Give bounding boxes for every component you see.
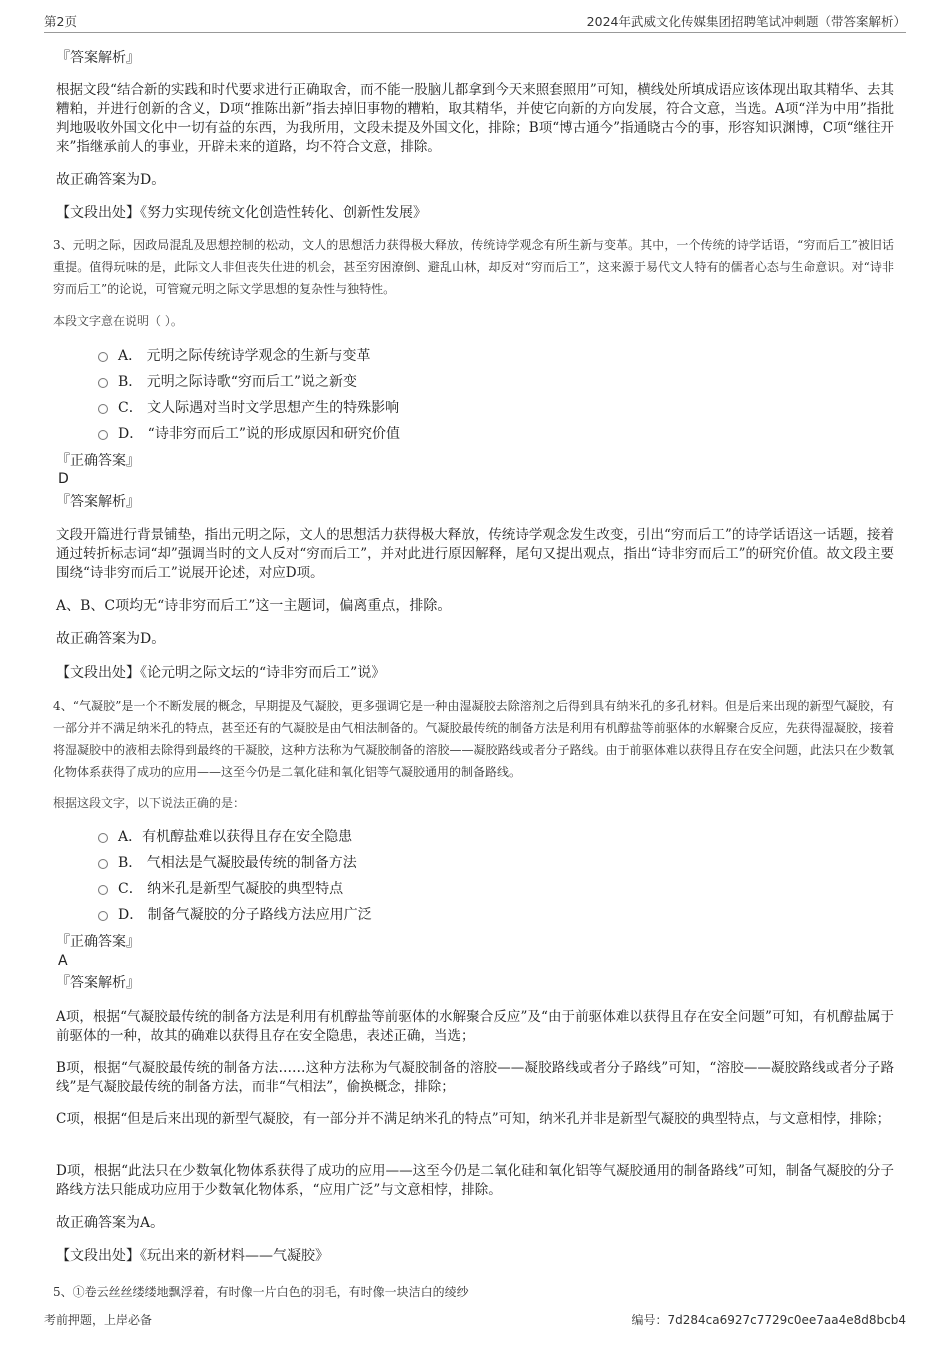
document-title: 2024年武威文化传媒集团招聘笔试冲刺题（带答案解析） <box>586 14 906 29</box>
page-footer <box>44 1311 906 1329</box>
page-number: 第2页 <box>44 14 77 29</box>
radio-icon[interactable] <box>98 833 108 843</box>
radio-icon[interactable] <box>98 404 108 414</box>
q4-option-c[interactable] <box>98 879 372 905</box>
q3-correct-answer: D <box>58 471 69 487</box>
q4-source: 【文段出处】《玩出来的新材料——气凝胶》 <box>56 1248 329 1264</box>
radio-icon[interactable] <box>98 430 108 440</box>
q3-option-a[interactable] <box>98 346 400 372</box>
q4-analysis-d: D项，根据“此法只在少数氧化物体系获得了成功的应用——这至今仍是二氧化硅和氧化铝等气凝胶通用的制备路线”可知，制备气凝胶的分子路线方法只能成功应用于少数氧化物体系，“应用广泛”与文意相悖，排除。 <box>56 1163 894 1198</box>
q3-option-b[interactable] <box>98 372 400 398</box>
footer-slogan: 考前押题，上岸必备 <box>44 1313 153 1327</box>
q3-correct-label: 『正确答案』 <box>56 453 140 469</box>
option-label: B． 元明之际诗歌“穷而后工”说之新变 <box>118 374 358 390</box>
option-label: A．有机醇盐难以获得且存在安全隐患 <box>118 829 353 845</box>
option-label: B． 气相法是气凝胶最传统的制备方法 <box>118 855 357 871</box>
q4-option-a[interactable] <box>98 827 372 853</box>
q3-analysis-label: 『答案解析』 <box>56 494 140 510</box>
page-header <box>44 12 906 33</box>
option-label: D． “诗非穷而后工”说的形成原因和研究价值 <box>118 426 400 442</box>
q3-analysis: 文段开篇进行背景铺垫，指出元明之际，文人的思想活力获得极大释放，传统诗学观念发生改变，引出“穷而后工”的诗学话语这一话题，接着通过转折标志词“却”强调当时的文人反对“穷而后工”，并对此进行原因解释，尾句又提出观点，指出“诗非穷而后工”的研究价值。故文段主要围绕“诗非穷而后工”说展开论述，对应D项。 <box>56 527 894 581</box>
q3-options <box>98 346 400 450</box>
radio-icon[interactable] <box>98 911 108 921</box>
option-label: C． 纳米孔是新型气凝胶的典型特点 <box>118 881 344 897</box>
q4-correct-answer: A <box>58 953 68 969</box>
q4-question-text: 4、“气凝胶”是一个不断发展的概念，早期提及气凝胶，更多强调它是一种由湿凝胶去除溶剂之后得到具有纳米孔的多孔材料。但是后来出现的新型气凝胶，有一部分并不满足纳米孔的特点，甚至还有的气凝胶是由气相法制备的。气凝胶最传统的制备方法是利用有机醇盐等前驱体的水解聚合反应，先获得湿凝胶，接着将湿凝胶中的液相去除得到最终的干凝胶，这种方法称为气凝胶制备的溶胶——凝胶路线或者分子路线。由于前驱体难以获得且存在安全问题，此法只在少数氧化物体系获得了成功的应用——这至今仍是二氧化硅和氧化铝等气凝胶通用的制备路线。 <box>53 699 894 779</box>
q4-prompt: 根据这段文字，以下说法正确的是： <box>53 796 246 810</box>
option-label: C． 文人际遇对当时文学思想产生的特殊影响 <box>118 400 400 416</box>
radio-icon[interactable] <box>98 378 108 388</box>
q3-option-d[interactable] <box>98 424 400 450</box>
q4-correct-label: 『正确答案』 <box>56 934 140 950</box>
q4-conclusion: 故正确答案为A。 <box>56 1215 165 1231</box>
q4-options <box>98 827 372 931</box>
radio-icon[interactable] <box>98 885 108 895</box>
q4-analysis-c: C项，根据“但是后来出现的新型气凝胶，有一部分并不满足纳米孔的特点”可知，纳米孔并非是新型气凝胶的典型特点，与文意相悖，排除； <box>56 1111 891 1127</box>
q2-analysis-label: 『答案解析』 <box>56 50 140 66</box>
q3-source: 【文段出处】《论元明之际文坛的“诗非穷而后工”说》 <box>56 665 386 681</box>
q4-analysis-b: B项，根据“气凝胶最传统的制备方法……这种方法称为气凝胶制备的溶胶——凝胶路线或者分子路线”可知，“溶胶——凝胶路线或者分子路线”是气凝胶最传统的制备方法，而非“气相法”，偷换概念，排除； <box>56 1060 894 1095</box>
q4-option-b[interactable] <box>98 853 372 879</box>
radio-icon[interactable] <box>98 859 108 869</box>
q4-analysis-a: A项，根据“气凝胶最传统的制备方法是利用有机醇盐等前驱体的水解聚合反应”及“由于前驱体难以获得且存在安全问题”可知，有机醇盐属于前驱体的一种，故其的确难以获得且存在安全隐患，表述正确，当选； <box>56 1009 894 1044</box>
document-id: 编号：7d284ca6927c7729c0ee7aa4e8d8bcb4 <box>631 1313 906 1327</box>
option-label: A． 元明之际传统诗学观念的生新与变革 <box>118 348 371 364</box>
q3-prompt: 本段文字意在说明（ ）。 <box>53 314 183 328</box>
radio-icon[interactable] <box>98 352 108 362</box>
q2-analysis: 根据文段“结合新的实践和时代要求进行正确取舍，而不能一股脑儿都拿到今天来照套照用”可知，横线处所填成语应该体现出取其精华、去其糟粕，并进行创新的含义，D项“推陈出新”指去掉旧事物的糟粕，取其精华，并使它向新的方向发展，符合文意，当选。A项“洋为中用”指批判地吸收外国文化中一切有益的东西，为我所用，文段未提及外国文化，排除；B项“博古通今”指通晓古今的事，形容知识渊博，C项“继往开来”指继承前人的事业，开辟未来的道路，均不符合文意，排除。 <box>56 82 894 155</box>
q3-analysis-2: A、B、C项均无“诗非穷而后工”这一主题词，偏离重点，排除。 <box>56 598 452 614</box>
q3-conclusion: 故正确答案为D。 <box>56 631 166 647</box>
q4-analysis-label: 『答案解析』 <box>56 975 140 991</box>
q5-question-text: 5、①卷云丝丝缕缕地飘浮着，有时像一片白色的羽毛，有时像一块洁白的绫纱 <box>53 1285 469 1299</box>
q3-option-c[interactable] <box>98 398 400 424</box>
q2-conclusion: 故正确答案为D。 <box>56 172 166 188</box>
q4-option-d[interactable] <box>98 905 372 931</box>
q2-source: 【文段出处】《努力实现传统文化创造性转化、创新性发展》 <box>56 205 427 221</box>
q3-question-text: 3、元明之际，因政局混乱及思想控制的松动，文人的思想活力获得极大释放，传统诗学观念有所生新与变革。其中，一个传统的诗学话语，“穷而后工”被旧话重提。值得玩味的是，此际文人非但丧失仕进的机会，甚至穷困潦倒、避乱山林，却反对“穷而后工”，这来源于易代文人特有的儒者心态与生命意识。对“诗非穷而后工”的论说，可管窥元明之际文学思想的复杂性与独特性。 <box>53 238 894 296</box>
option-label: D． 制备气凝胶的分子路线方法应用广泛 <box>118 907 372 923</box>
